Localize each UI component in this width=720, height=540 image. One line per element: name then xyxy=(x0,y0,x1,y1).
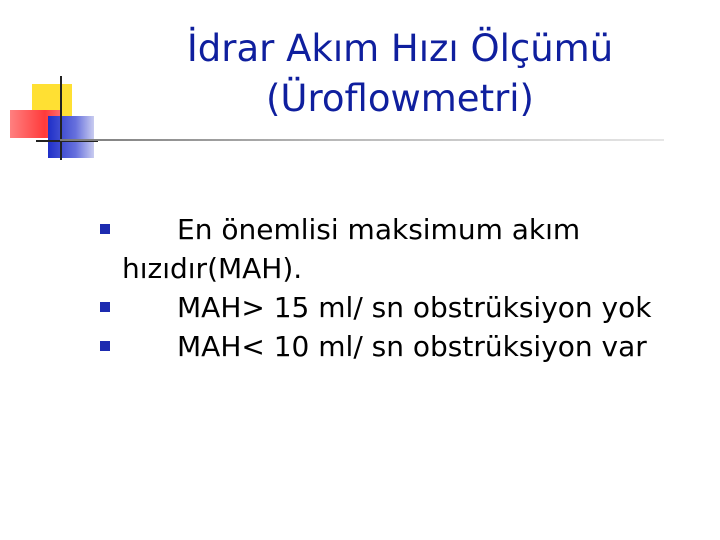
bullet-item xyxy=(100,288,700,327)
bullet-text: En önemlisi maksimum akım hızıdır(MAH). xyxy=(122,213,581,285)
logo-vertical-line xyxy=(60,76,62,160)
square-bullet-icon xyxy=(100,224,110,234)
bullet-list xyxy=(100,210,700,366)
slide-title-line-2: (Üroflowmetri) xyxy=(266,77,534,120)
bullet-text: MAH< 10 ml/ sn obstrüksiyon var xyxy=(177,330,647,363)
slide-title-line-1: İdrar Akım Hızı Ölçümü xyxy=(186,27,614,70)
bullet-item xyxy=(100,327,700,366)
logo-blue-square xyxy=(48,116,94,158)
square-bullet-icon xyxy=(100,341,110,351)
bullet-item xyxy=(100,210,700,288)
title-divider xyxy=(60,139,664,141)
decorative-logo-icon xyxy=(8,76,98,166)
slide-title xyxy=(120,24,680,124)
bullet-text: MAH> 15 ml/ sn obstrüksiyon yok xyxy=(177,291,652,324)
square-bullet-icon xyxy=(100,302,110,312)
